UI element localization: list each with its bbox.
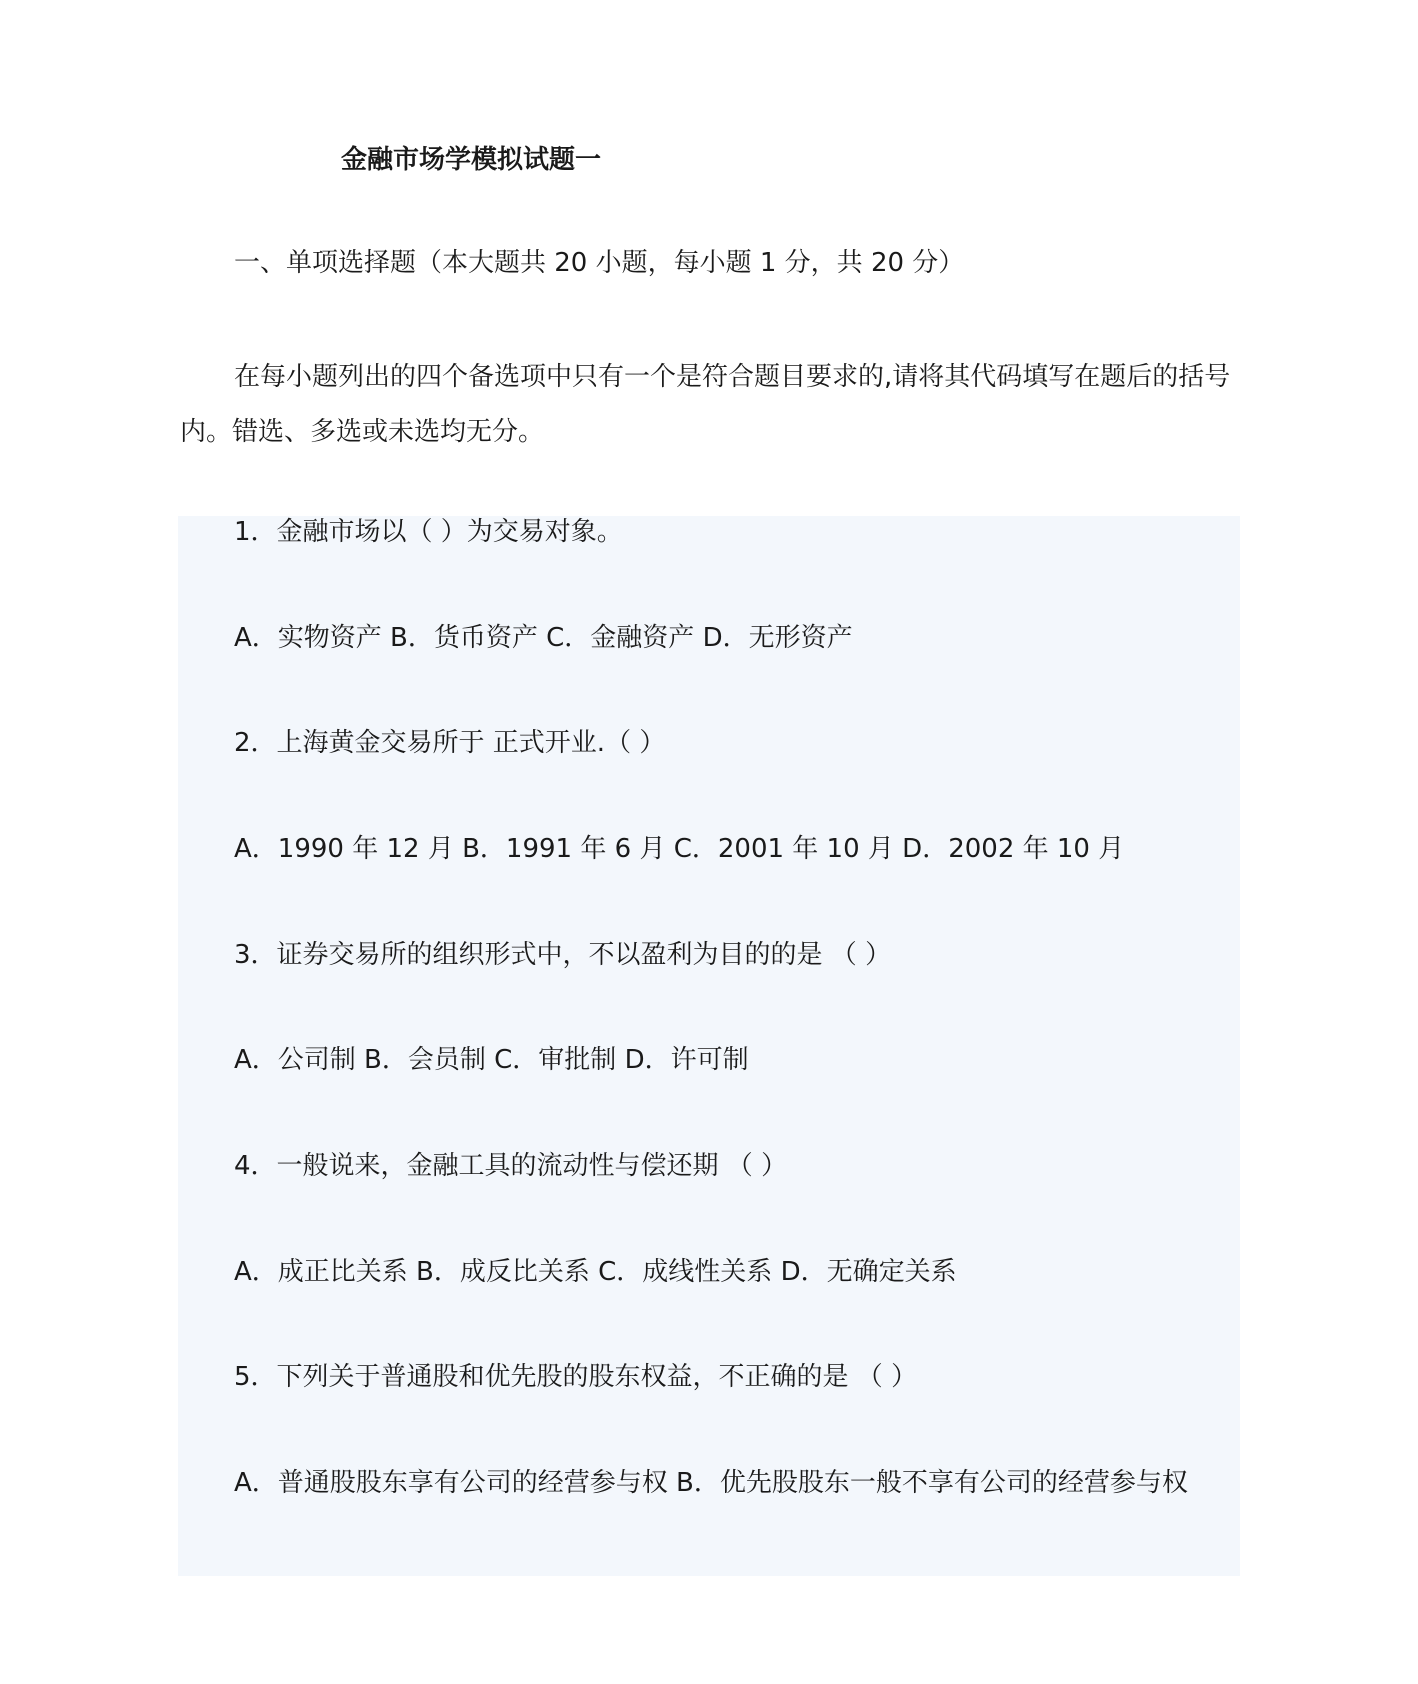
- question-1-options: A．实物资产 B．货币资产 C．金融资产 D．无形资产: [234, 623, 853, 653]
- instructions-paragraph: 在每小题列出的四个备选项中只有一个是符合题目要求的,请将其代码填写在题后的括号内。错选、多选或未选均无分。: [180, 362, 1231, 447]
- question-5-options: A．普通股股东享有公司的经营参与权 B．优先股股东一般不享有公司的经营参与权: [234, 1468, 1188, 1498]
- question-2: 2．上海黄金交易所于 正式开业.（ ）: [234, 728, 666, 758]
- question-4-options: A．成正比关系 B．成反比关系 C．成线性关系 D．无确定关系: [234, 1257, 957, 1287]
- question-1: 1．金融市场以（ ）为交易对象。: [234, 517, 623, 547]
- question-5: 5．下列关于普通股和优先股的股东权益，不正确的是 （ ）: [234, 1362, 918, 1392]
- question-2-options: A．1990 年 12 月 B．1991 年 6 月 C．2001 年 10 月 D．2002 年 10 月: [234, 834, 1125, 864]
- question-3-options: A．公司制 B．会员制 C．审批制 D．许可制: [234, 1045, 749, 1075]
- section-heading: 一、单项选择题（本大题共 20 小题，每小题 1 分，共 20 分）: [234, 248, 965, 278]
- question-3: 3．证券交易所的组织形式中，不以盈利为目的的是 （ ）: [234, 940, 892, 970]
- document-title: 金融市场学模拟试题一: [341, 145, 602, 175]
- question-4: 4．一般说来，金融工具的流动性与偿还期 （ ）: [234, 1151, 788, 1181]
